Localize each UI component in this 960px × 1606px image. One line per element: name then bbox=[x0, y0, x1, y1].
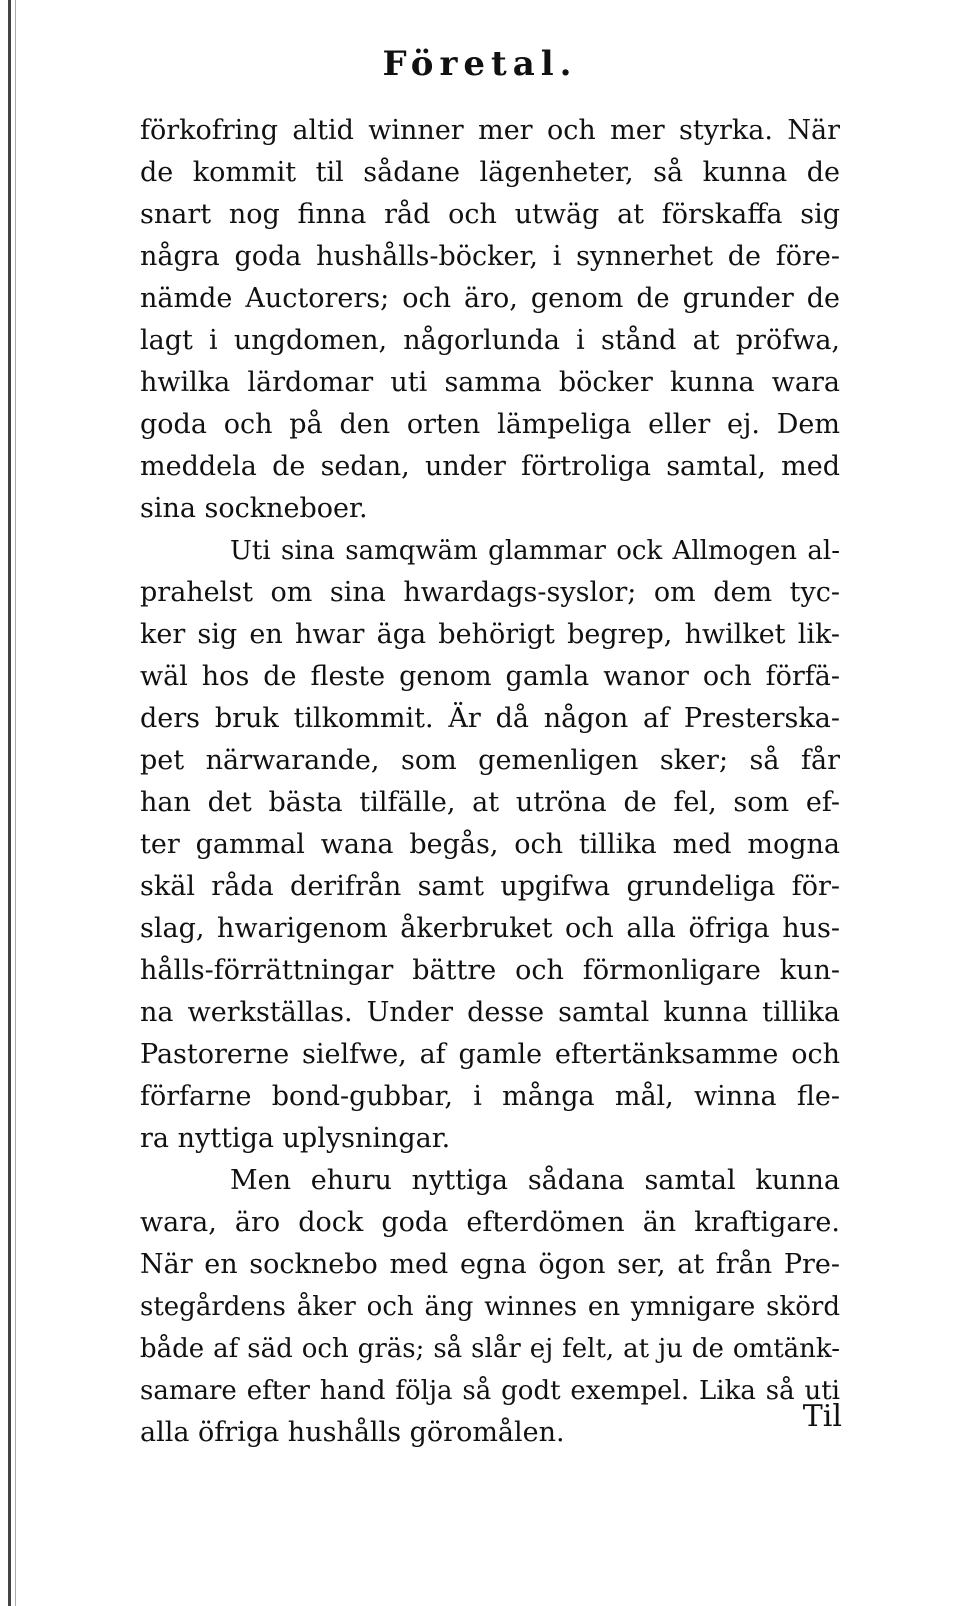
running-header: Företal. bbox=[382, 44, 578, 84]
text-line: stegårdens åker och äng winnes en ymnigare skörd bbox=[140, 1292, 840, 1322]
text-line: förkofring altid winner mer och mer styrka. När bbox=[140, 115, 840, 146]
text-line: de kommit til sådane lägenheter, så kunna de bbox=[140, 157, 840, 188]
text-line: ter gammal wana begås, och tillika med mogna bbox=[140, 829, 840, 860]
text-line: ra nyttiga uplysningar. bbox=[140, 1123, 451, 1154]
text-line: Uti sina samqwäm glammar ock Allmogen al- bbox=[230, 536, 840, 566]
text-line: förfarne bond-gubbar, i många mål, winna fle- bbox=[140, 1081, 840, 1112]
text-line: meddela de sedan, under förtroliga samtal, med bbox=[140, 451, 840, 482]
text-line: hålls-förrättningar bättre och förmonligare kun- bbox=[140, 955, 840, 986]
text-line: snart nog finna råd och utwäg at förskaffa sig bbox=[140, 199, 840, 230]
text-line: både af säd och gräs; så slår ej felt, at ju de omtänk- bbox=[140, 1334, 840, 1364]
page-edge-line bbox=[15, 0, 16, 1606]
text-line: nämde Auctorers; och äro, genom de grunder de bbox=[140, 283, 840, 314]
paragraph-2 bbox=[140, 530, 840, 1160]
text-line: Pastorerne sielfwe, af gamle eftertänksamme och bbox=[140, 1039, 840, 1070]
paragraph-1 bbox=[140, 110, 840, 530]
text-line: När en socknebo med egna ögon ser, at från Pre- bbox=[140, 1249, 840, 1280]
text-line: Men ehuru nyttiga sådana samtal kunna bbox=[230, 1165, 840, 1196]
text-line: pet närwarande, som gemenligen sker; så får bbox=[140, 745, 840, 776]
text-line: några goda hushålls-böcker, i synnerhet de före- bbox=[140, 241, 840, 272]
catchword: Til bbox=[802, 1399, 842, 1434]
text-line: sina sockneboer. bbox=[140, 493, 368, 524]
paragraph-3 bbox=[140, 1160, 840, 1454]
text-line: wara, äro dock goda efterdömen än kraftigare. bbox=[140, 1207, 840, 1238]
text-line: alla öfriga hushålls göromålen. bbox=[140, 1417, 565, 1448]
text-line: ker sig en hwar äga behörigt begrep, hwilket lik- bbox=[140, 619, 840, 650]
text-line: han det bästa tilfälle, at utröna de fel, som ef- bbox=[140, 787, 840, 818]
text-line: skäl råda derifrån samt upgifwa grundeliga för- bbox=[140, 871, 840, 902]
text-line: goda och på den orten lämpeliga eller ej. Dem bbox=[140, 409, 840, 440]
text-line: ders bruk tilkommit. Är då någon af Presterska- bbox=[140, 703, 840, 734]
text-line: wäl hos de fleste genom gamla wanor och förfä- bbox=[140, 661, 840, 692]
text-line: na werkställas. Under desse samtal kunna tillika bbox=[140, 997, 840, 1028]
text-line: hwilka lärdomar uti samma böcker kunna wara bbox=[140, 367, 840, 398]
text-line: samare efter hand följa så godt exempel. Lika så uti bbox=[140, 1376, 840, 1406]
text-line: lagt i ungdomen, någorlunda i stånd at pröfwa, bbox=[140, 325, 840, 356]
text-line: slag, hwarigenom åkerbruket och alla öfriga hus- bbox=[140, 913, 840, 944]
text-line: prahelst om sina hwardags-syslor; om dem tyc- bbox=[140, 577, 840, 608]
page-edge-shadow bbox=[8, 0, 11, 1606]
